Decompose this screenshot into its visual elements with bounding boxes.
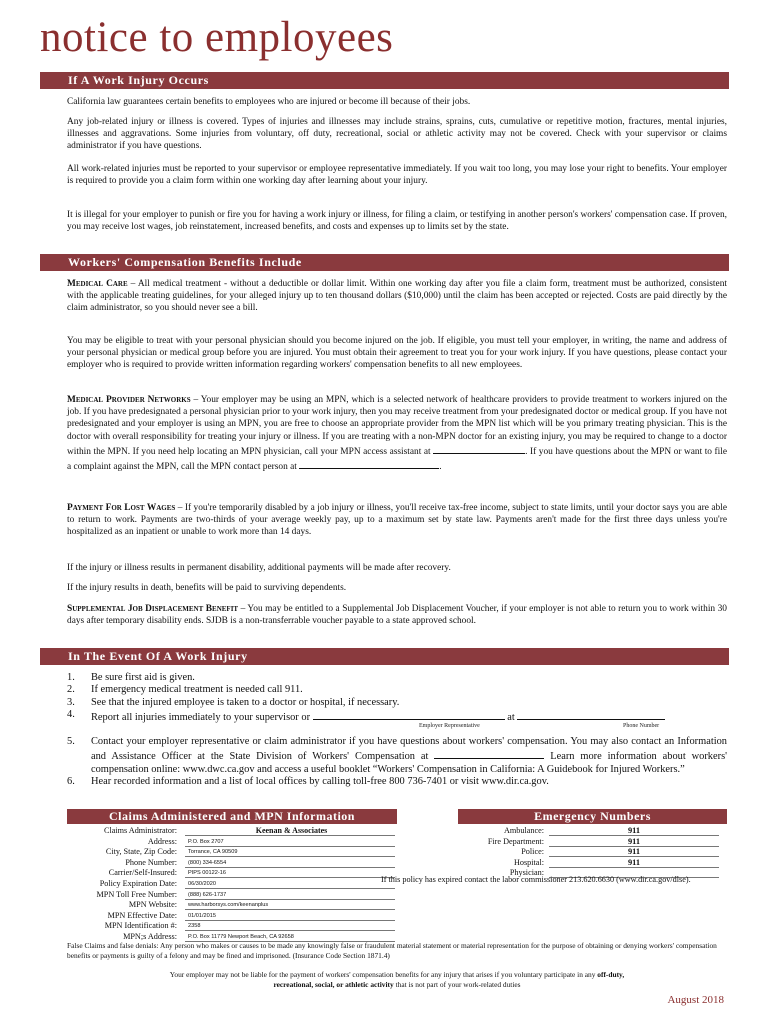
- claims-row: [67, 826, 397, 837]
- emergency-row-value[interactable]: 911: [549, 826, 719, 836]
- claims-row-value[interactable]: Keenan & Associates: [185, 826, 395, 836]
- list-item: 6. Hear recorded information and a list of local offices by calling toll-free 800 736-7401 or visit www.dir.ca.gov.: [67, 776, 549, 788]
- claims-row: [67, 837, 397, 848]
- emergency-row: [408, 847, 728, 858]
- emergency-row-value[interactable]: 911: [549, 858, 719, 868]
- paragraph-report-injuries: All work-related injuries must be reported to your supervisor or employee representative immediately. If you wait too long, you may lose your right to benefits. Your employer is required to provide you a claim form within one working day after learning about your injury.: [67, 164, 727, 187]
- claims-row: [67, 890, 397, 901]
- claims-row-label: Phone Number:: [125, 857, 177, 867]
- list-item: 1. Be sure first aid is given.: [67, 672, 195, 683]
- policy-expired-note: If this policy has expired contact the labor commissioner 213.620.6630 (www.dir.ca.gov/dlse).: [381, 875, 691, 884]
- claims-row-value[interactable]: (800) 334-6554: [185, 858, 395, 868]
- medical-care-label: Medical Care: [67, 279, 128, 289]
- employer-representative-field[interactable]: [313, 709, 505, 720]
- claims-row-label: Carrier/Self-Insured:: [108, 868, 177, 878]
- section-heading-benefits: Workers' Compensation Benefits Include: [40, 254, 729, 271]
- emergency-row: [408, 826, 728, 837]
- emergency-row-label: Hospital:: [513, 857, 544, 867]
- mpn-access-assistant-field[interactable]: [433, 443, 525, 454]
- list-item: 3. See that the injured employee is taken to a doctor or hospital, if necessary.: [67, 696, 400, 708]
- paragraph-covered-injuries: Any job-related injury or illness is covered. Types of injuries and illnesses may include strains, sprains, cuts, cumulative or repetitive motion, fractures, mental injuries, illnesses and aggravations. Some injuries from voluntary, off duty, recreational, social or athletic activity may not be covered. Check with your supervisor or claims administrator if you have questions.: [67, 117, 727, 152]
- mpn-text-2: . If you have questions about the MPN or want to file a complaint against the MPN, call the MPN contact person at: [67, 446, 727, 473]
- mpn-text: – Your employer may be using an MPN, which is a selected network of healthcare providers to provide treatment to workers injured on the job. If you have predesignated a personal physician prior to your work injury, then you may receive treatment from your predesignated doctor or medical group. If you have not predesignated and your employer is using an MPN, you are free to choose an appropriate provider from the MPN list which will be you primary treating physician. This is the doctor with overall responsibility for treating your injury or illness. If you are treating with a non-MPN doctor for an existing injury, you may be required to change to a doctor within the MPN. If you need help locating an MPN physician, call your MPN access assistant at: [67, 395, 727, 457]
- claims-row-value[interactable]: www.harborsys.com/keenanplus: [185, 900, 395, 910]
- emergency-heading: Emergency Numbers: [458, 809, 727, 824]
- mpn-text-3: .: [439, 462, 442, 473]
- mpn-contact-person-field[interactable]: [299, 458, 439, 469]
- claims-row-label: MPN Identification #:: [104, 921, 177, 931]
- emergency-row-value[interactable]: 911: [549, 837, 719, 847]
- paragraph-permanent-disability: If the injury or illness results in permanent disability, additional payments will be made after recovery.: [67, 563, 451, 573]
- phone-number-field[interactable]: [517, 709, 665, 720]
- emergency-row: [408, 858, 728, 869]
- claims-row: [67, 911, 397, 922]
- claims-row-label: Claims Administrator:: [103, 826, 177, 835]
- liability-notice: Your employer may not be liable for the payment of workers' compensation benefits for any injury that arises if you voluntary participate in any off-duty, recreational, social, or athletic activity that is not part of your work-related duties: [169, 970, 625, 989]
- claims-row-value[interactable]: 06/30/2020: [185, 879, 395, 889]
- claims-row: [67, 900, 397, 911]
- emergency-row-label: Physician:: [509, 868, 544, 878]
- lost-wages-text: – If you're temporarily disabled by a job injury or illness, you'll receive tax-free income, subject to state limits, until your doctor says you are able to return to work. Payments are two-thirds of your average weekly pay, up to a maximum set by state law. Payments aren't made for the first three days unless you're hospitalized as an inpatient or unable to work more than 14 days.: [67, 503, 727, 538]
- claims-row-label: MPN Effective Date:: [107, 910, 177, 920]
- claims-row-value[interactable]: PIPS 00122-16: [185, 868, 395, 878]
- list-item: 2. If emergency medical treatment is needed call 911.: [67, 684, 303, 696]
- claims-row-value[interactable]: P.O. Box 11779 Newport Beach, CA 92658: [185, 932, 395, 942]
- claims-row: [67, 879, 397, 890]
- employer-representative-label: Employer Representative: [419, 723, 480, 729]
- claims-row-value[interactable]: (888) 626-1737: [185, 890, 395, 900]
- dwc-phone-field[interactable]: [434, 748, 544, 759]
- section-heading-work-injury: If A Work Injury Occurs: [40, 72, 729, 89]
- page-title: notice to employees: [40, 14, 394, 61]
- sjdb-text: – You may be entitled to a Supplemental Job Displacement Voucher, if your employer is not able to return you to work within 30 days after temporary disability ends. SJDB is a non-transferrable voucher payable to a state approved school.: [67, 604, 727, 627]
- claims-row-label: MPN Toll Free Number:: [96, 889, 177, 899]
- claims-row: [67, 868, 397, 879]
- mpn-label: Medical Provider Networks: [67, 395, 191, 405]
- claims-row-label: Policy Expiration Date:: [99, 879, 177, 888]
- emergency-row-label: Ambulance:: [503, 826, 544, 835]
- paragraph-medical-care: [67, 278, 727, 315]
- lost-wages-label: Payment For Lost Wages: [67, 503, 176, 513]
- claims-row: [67, 858, 397, 869]
- revision-date: August 2018: [667, 994, 724, 1006]
- event-steps-list: [67, 672, 727, 725]
- event-steps-list-continued: [67, 736, 727, 789]
- phone-number-label: Phone Number: [623, 723, 660, 729]
- claims-row: [67, 921, 397, 932]
- paragraph-law-guarantees: California law guarantees certain benefits to employees who are injured or become ill because of their jobs.: [67, 97, 471, 107]
- paragraph-illegal-punish: It is illegal for your employer to punish or fire you for having a work injury or illness, for filing a claim, or testifying in another person's workers' compensation case. If proven, you may receive lost wages, job reinstatement, increased benefits, and costs and expenses up to limits set by the state.: [67, 210, 727, 233]
- claims-row-label: MPN Website:: [128, 900, 177, 910]
- paragraph-death-benefits: If the injury results in death, benefits will be paid to surviving dependents.: [67, 583, 347, 593]
- medical-care-text: – All medical treatment - without a deductible or dollar limit. Within one working day after you file a claim form, treatment must be authorized, consistent with the applicable treating guidelines, for your alleged injury up to ten thousand dollars ($10,000) until the claim has been accepted or rejected. Costs are paid directly by the claim administrator, so you should never see a bill.: [67, 279, 727, 314]
- list-item: 4. Report all injuries immediately to your supervisor or at: [67, 709, 727, 724]
- claims-row-value[interactable]: P.O. Box 2707: [185, 837, 395, 847]
- claims-row: [67, 847, 397, 858]
- paragraph-lost-wages: [67, 502, 727, 539]
- paragraph-personal-physician: You may be eligible to treat with your personal physician should you become injured on the job. If eligible, you must tell your employer, in writing, the name and address of your personal physician or medical group before you are injured. You must obtain their agreement to treat you for your work injury. If you have questions, please contact your employer who is required to provide written information regarding workers' compensation benefits to all new employees.: [67, 336, 727, 371]
- paragraph-sjdb: [67, 603, 727, 627]
- claims-row-label: MPN;s Address:: [123, 932, 177, 941]
- list-item: 5. Contact your employer representative or claim administrator if you have questions about workers' compensation. You may also contact an Information and Assistance Officer at the State Division of Workers' Compensation at Learn more information about workers' compensation online: www.dwc.ca.gov and access a useful booklet “Workers' Compensation in California: A Guidebook for Injured Workers.”: [67, 736, 727, 775]
- claims-row-label: City, State, Zip Code:: [105, 847, 177, 857]
- emergency-row-label: Police:: [521, 847, 544, 857]
- emergency-row-label: Fire Department:: [487, 836, 544, 846]
- sjdb-label: Supplemental Job Displacement Benefit: [67, 604, 239, 614]
- emergency-row-value[interactable]: 911: [549, 847, 719, 857]
- claims-row-label: Address:: [147, 836, 177, 846]
- false-claims-notice: False Claims and false denials: Any person who makes or causes to be made any knowingly false or fraudulent material statement or material representation for the purpose of obtaining or denying workers' compensation benefits or payments is guilty of a felony and may be fined and imprisoned. (Insurance Code Section 1871.4): [67, 941, 717, 960]
- claims-row-value[interactable]: 01/01/2015: [185, 911, 395, 921]
- section-heading-event: In The Event Of A Work Injury: [40, 648, 729, 665]
- claims-heading: Claims Administered and MPN Information: [67, 809, 397, 824]
- paragraph-mpn: [67, 394, 727, 473]
- claims-row-value[interactable]: 2358: [185, 921, 395, 931]
- claims-row-value[interactable]: Torrance, CA 90509: [185, 847, 395, 857]
- emergency-row: [408, 837, 728, 848]
